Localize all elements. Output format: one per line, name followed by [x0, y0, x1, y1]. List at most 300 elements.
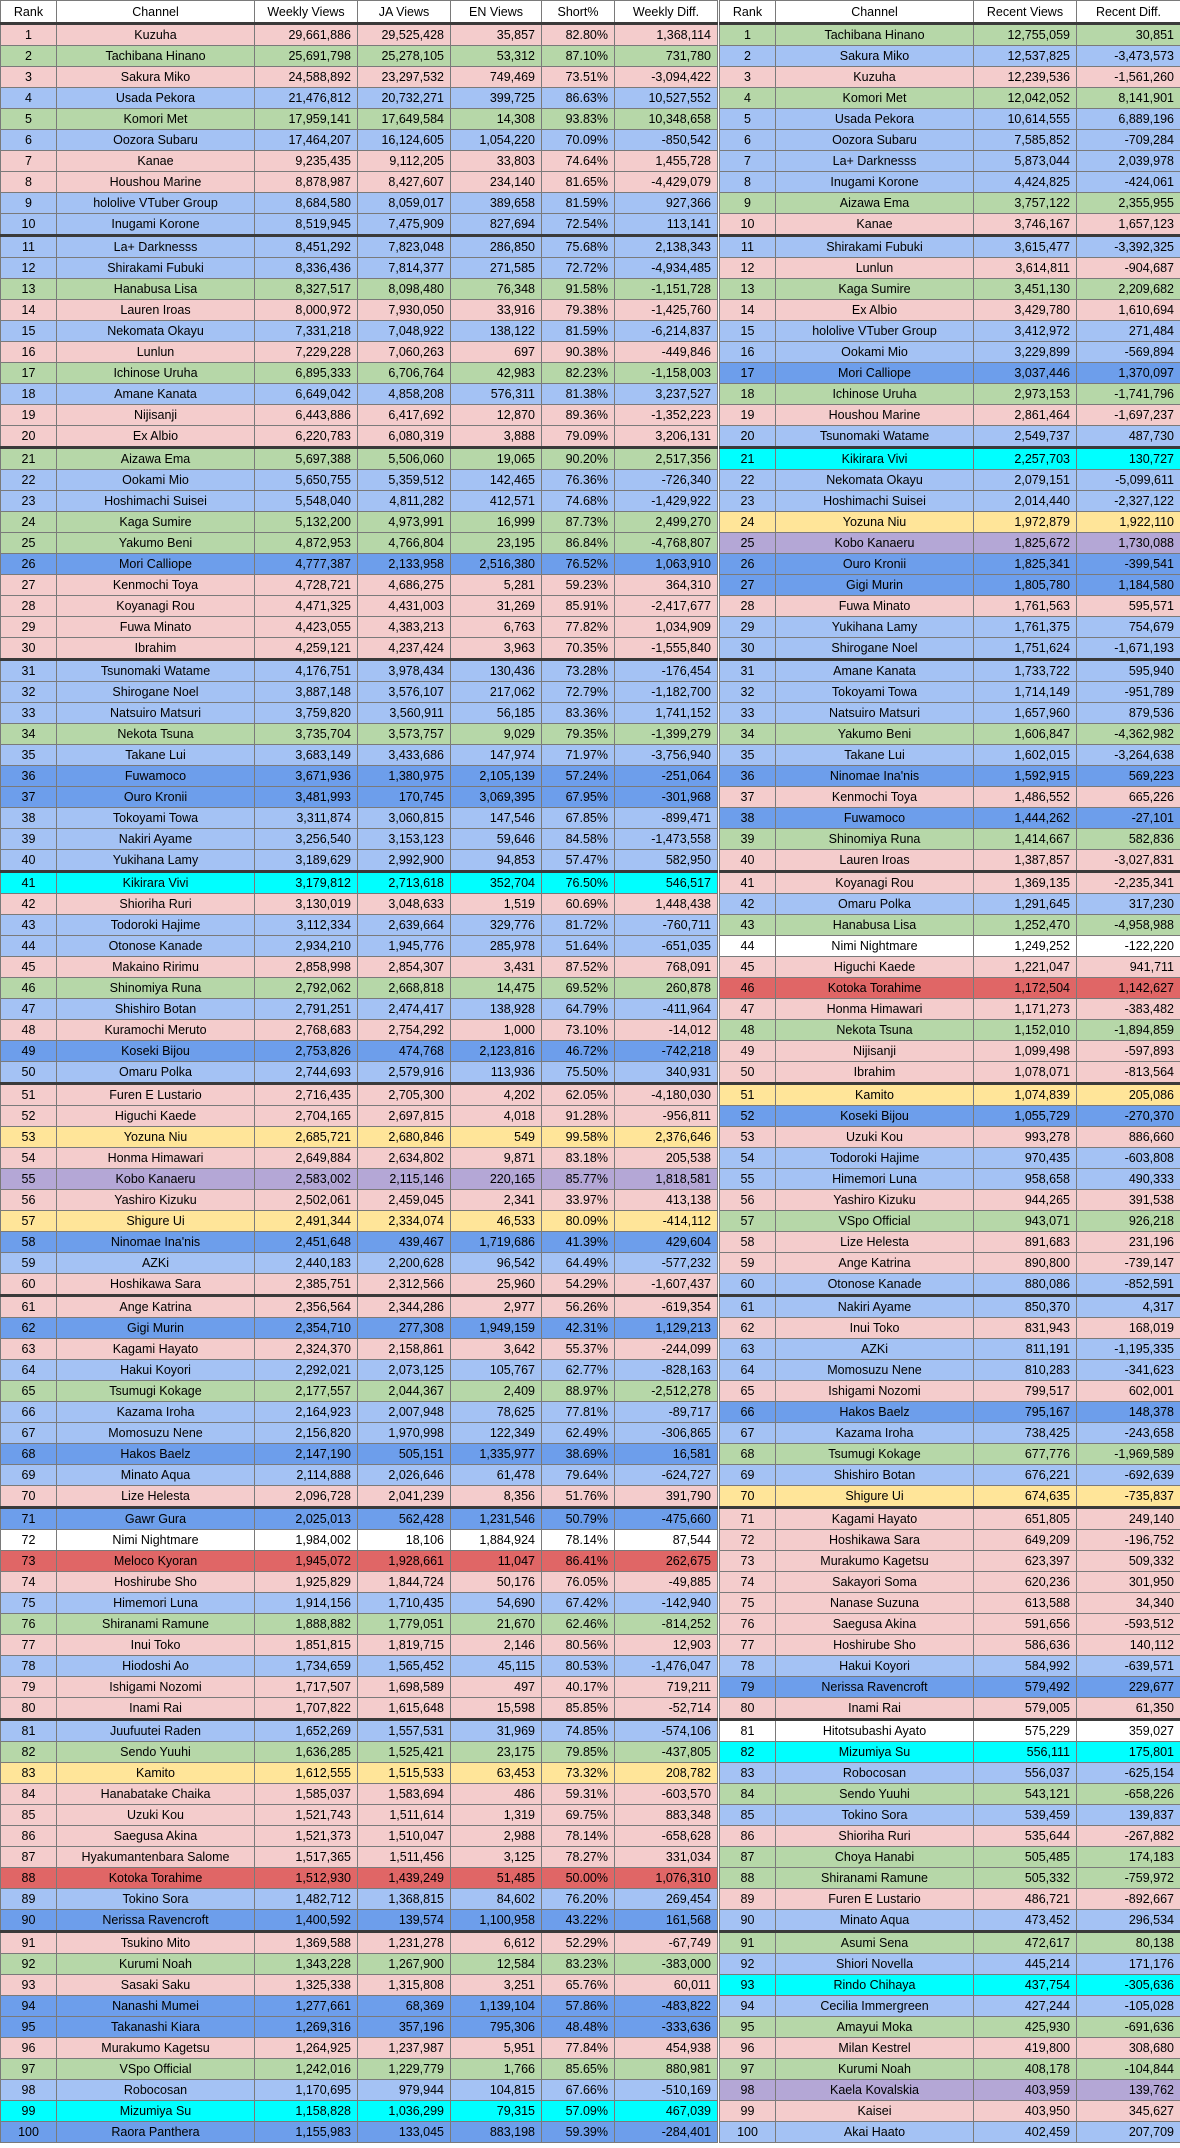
table-cell: 2,716,435	[255, 1084, 358, 1106]
table-cell: -383,482	[1077, 999, 1180, 1020]
table-cell: 3,125	[451, 1847, 542, 1868]
table-cell: Hiodoshi Ao	[57, 1656, 255, 1677]
table-cell: Kurumi Noah	[57, 1954, 255, 1975]
table-cell: -1,151,728	[615, 279, 718, 300]
table-cell: 454,938	[615, 2038, 718, 2059]
table-cell: 3,746,167	[974, 214, 1077, 236]
table-cell: 38	[1, 808, 57, 829]
table-cell: -243,658	[1077, 1423, 1180, 1444]
table-cell: Hakui Koyori	[776, 1656, 974, 1677]
table-cell: 2,988	[451, 1826, 542, 1847]
table-cell: 94,853	[451, 850, 542, 872]
table-cell: 1,099,498	[974, 1041, 1077, 1062]
table-cell: Cecilia Immergreen	[776, 1996, 974, 2017]
table-cell: 96	[1, 2038, 57, 2059]
table-cell: 3,048,633	[358, 894, 451, 915]
table-cell: 4,471,325	[255, 596, 358, 617]
table-cell: 576,311	[451, 384, 542, 405]
table-cell: La+ Darknesss	[57, 236, 255, 258]
table-cell: 46	[1, 978, 57, 999]
table-cell: 174,183	[1077, 1847, 1180, 1868]
table-cell: 21	[1, 448, 57, 470]
table-cell: -956,811	[615, 1106, 718, 1127]
table-cell: Saegusa Akina	[57, 1826, 255, 1847]
table-cell: 39	[720, 829, 776, 850]
table-cell: 31	[720, 660, 776, 682]
table-row	[720, 1253, 1180, 1274]
table-cell: 2,753,826	[255, 1041, 358, 1062]
table-cell: 88	[1, 1868, 57, 1889]
table-cell: -1,158,003	[615, 363, 718, 384]
table-cell: -142,940	[615, 1593, 718, 1614]
table-cell: 4,872,953	[255, 533, 358, 554]
table-row	[1, 1402, 718, 1423]
table-cell: 80	[1, 1698, 57, 1720]
table-cell: 57.24%	[542, 766, 615, 787]
table-cell: 60.69%	[542, 894, 615, 915]
table-cell: 890,800	[974, 1253, 1077, 1274]
table-cell: 6,763	[451, 617, 542, 638]
table-cell: 97	[720, 2059, 776, 2080]
table-cell: 1,414,667	[974, 829, 1077, 850]
table-cell: 28	[1, 596, 57, 617]
table-cell: 49	[720, 1041, 776, 1062]
table-cell: Robocosan	[57, 2080, 255, 2101]
table-cell: 83	[720, 1763, 776, 1784]
table-cell: 76.50%	[542, 872, 615, 894]
table-row	[720, 1826, 1180, 1847]
table-cell: -14,012	[615, 1020, 718, 1041]
table-cell: 78	[1, 1656, 57, 1677]
table-cell: 1,884,924	[451, 1530, 542, 1551]
table-cell: 880,086	[974, 1274, 1077, 1296]
table-row	[1, 1062, 718, 1084]
table-row	[720, 1975, 1180, 1996]
table-cell: Inugami Korone	[57, 214, 255, 236]
table-cell: 11	[1, 236, 57, 258]
table-cell: -1,894,859	[1077, 1020, 1180, 1041]
table-row	[720, 448, 1180, 470]
table-cell: 3,615,477	[974, 236, 1077, 258]
table-cell: 2,649,884	[255, 1148, 358, 1169]
table-cell: Tsunomaki Watame	[57, 660, 255, 682]
table-cell: 72.54%	[542, 214, 615, 236]
table-cell: -624,727	[615, 1465, 718, 1486]
table-cell: 2,977	[451, 1296, 542, 1318]
table-cell: 12,537,825	[974, 46, 1077, 67]
table-cell: 6,080,319	[358, 426, 451, 448]
table-cell: 2,356,564	[255, 1296, 358, 1318]
table-row	[1, 703, 718, 724]
table-cell: 99	[720, 2101, 776, 2122]
table-cell: 18	[720, 384, 776, 405]
table-cell: Nerissa Ravencroft	[776, 1677, 974, 1698]
table-row	[1, 936, 718, 957]
table-cell: 25,278,105	[358, 46, 451, 67]
table-cell: 56	[720, 1190, 776, 1211]
table-cell: 4	[720, 88, 776, 109]
table-cell: 26	[1, 554, 57, 575]
table-cell: 81	[1, 1720, 57, 1742]
table-row	[720, 1190, 1180, 1211]
table-cell: Amane Kanata	[776, 660, 974, 682]
table-cell: 84	[720, 1784, 776, 1805]
table-cell: 89	[720, 1889, 776, 1910]
table-row	[1, 258, 718, 279]
table-cell: 29,661,886	[255, 24, 358, 46]
table-cell: Omaru Polka	[57, 1062, 255, 1084]
table-cell: 958,658	[974, 1169, 1077, 1190]
table-cell: 80.09%	[542, 1211, 615, 1232]
table-cell: 2,041,239	[358, 1486, 451, 1508]
table-cell: 51	[720, 1084, 776, 1106]
table-cell: 391,790	[615, 1486, 718, 1508]
table-cell: hololive VTuber Group	[57, 193, 255, 214]
table-row	[1, 342, 718, 363]
table-row	[1, 1020, 718, 1041]
table-cell: 1,557,531	[358, 1720, 451, 1742]
table-cell: -3,392,325	[1077, 236, 1180, 258]
table-row	[720, 617, 1180, 638]
table-cell: 12,584	[451, 1954, 542, 1975]
table-cell: 23,195	[451, 533, 542, 554]
table-cell: 85.65%	[542, 2059, 615, 2080]
table-cell: 63	[720, 1339, 776, 1360]
table-cell: 1,277,661	[255, 1996, 358, 2017]
table-cell: 2,209,682	[1077, 279, 1180, 300]
table-cell: 408,178	[974, 2059, 1077, 2080]
table-cell: Fuwamoco	[776, 808, 974, 829]
table-cell: 850,370	[974, 1296, 1077, 1318]
table-cell: 82.23%	[542, 363, 615, 384]
table-row	[720, 1211, 1180, 1232]
table-cell: 50,176	[451, 1572, 542, 1593]
table-cell: 1,914,156	[255, 1593, 358, 1614]
table-cell: 738,425	[974, 1423, 1077, 1444]
table-cell: Makaino Ririmu	[57, 957, 255, 978]
table-cell: Hyakumantenbara Salome	[57, 1847, 255, 1868]
table-cell: Ibrahim	[57, 638, 255, 660]
table-cell: 591,656	[974, 1614, 1077, 1635]
table-cell: 20	[1, 426, 57, 448]
table-cell: 53	[1, 1127, 57, 1148]
table-row	[720, 808, 1180, 829]
table-cell: Kamito	[776, 1084, 974, 1106]
table-row	[720, 554, 1180, 575]
table-cell: 1,733,722	[974, 660, 1077, 682]
table-cell: 89	[1, 1889, 57, 1910]
table-cell: 62.49%	[542, 1423, 615, 1444]
table-cell: 1,928,661	[358, 1551, 451, 1572]
table-cell: 62	[1, 1318, 57, 1339]
table-cell: 2,491,344	[255, 1211, 358, 1232]
table-row	[720, 682, 1180, 703]
table-cell: 1	[1, 24, 57, 46]
table-cell: Honma Himawari	[776, 999, 974, 1020]
table-row	[1, 1868, 718, 1889]
table-cell: 50.00%	[542, 1868, 615, 1889]
table-row	[720, 1593, 1180, 1614]
table-cell: Sasaki Saku	[57, 1975, 255, 1996]
table-cell: Takane Lui	[776, 745, 974, 766]
table-cell: Murakumo Kagetsu	[57, 2038, 255, 2059]
table-cell: 1,517,365	[255, 1847, 358, 1868]
table-cell: 87	[1, 1847, 57, 1868]
table-cell: 4,383,213	[358, 617, 451, 638]
table-cell: 271,585	[451, 258, 542, 279]
table-cell: 138,928	[451, 999, 542, 1020]
table-row	[720, 1635, 1180, 1656]
table-row	[1, 1572, 718, 1593]
table-cell: Koyanagi Rou	[776, 872, 974, 894]
table-cell: 9,112,205	[358, 151, 451, 172]
table-cell: 2,451,648	[255, 1232, 358, 1253]
table-cell: 2,014,440	[974, 491, 1077, 512]
table-cell: -4,768,807	[615, 533, 718, 554]
table-cell: 92	[1, 1954, 57, 1975]
table-cell: 7,331,218	[255, 321, 358, 342]
table-cell: 472,617	[974, 1932, 1077, 1954]
table-cell: 556,037	[974, 1763, 1077, 1784]
table-cell: 70.09%	[542, 130, 615, 151]
table-cell: 68	[1, 1444, 57, 1465]
table-cell: 1,592,915	[974, 766, 1077, 787]
table-cell: 56,185	[451, 703, 542, 724]
table-cell: 18,106	[358, 1530, 451, 1551]
table-cell: 41	[720, 872, 776, 894]
table-cell: -691,636	[1077, 2017, 1180, 2038]
table-cell: Mori Calliope	[57, 554, 255, 575]
table-cell: 16,124,605	[358, 130, 451, 151]
table-cell: 1,264,925	[255, 2038, 358, 2059]
table-cell: 91.58%	[542, 279, 615, 300]
table-cell: 21,476,812	[255, 88, 358, 109]
table-cell: 42.31%	[542, 1318, 615, 1339]
table-cell: 2,861,464	[974, 405, 1077, 426]
table-cell: 1,925,829	[255, 1572, 358, 1593]
table-cell: Minato Aqua	[776, 1910, 974, 1932]
table-cell: Honma Himawari	[57, 1148, 255, 1169]
table-cell: 4,777,387	[255, 554, 358, 575]
table-row	[720, 638, 1180, 660]
table-cell: 33	[720, 703, 776, 724]
table-cell: -424,061	[1077, 172, 1180, 193]
table-cell: -475,660	[615, 1508, 718, 1530]
table-cell: Lunlun	[57, 342, 255, 363]
table-row	[1, 2122, 718, 2143]
column-header: JA Views	[358, 1, 451, 24]
table-cell: 9,029	[451, 724, 542, 745]
table-cell: 1,521,743	[255, 1805, 358, 1826]
table-cell: Shirakami Fubuki	[57, 258, 255, 279]
table-cell: 56.26%	[542, 1296, 615, 1318]
table-cell: 87	[720, 1847, 776, 1868]
table-cell: 57	[1, 1211, 57, 1232]
table-cell: 4,018	[451, 1106, 542, 1127]
table-cell: 665,226	[1077, 787, 1180, 808]
table-cell: Ichinose Uruha	[776, 384, 974, 405]
table-cell: 79	[1, 1677, 57, 1698]
table-cell: 75.68%	[542, 236, 615, 258]
table-cell: Lize Helesta	[57, 1486, 255, 1508]
table-row	[720, 787, 1180, 808]
table-cell: Tsukino Mito	[57, 1932, 255, 1954]
table-row	[720, 1868, 1180, 1889]
table-cell: -196,752	[1077, 1530, 1180, 1551]
table-cell: 1,172,504	[974, 978, 1077, 999]
table-cell: 23	[720, 491, 776, 512]
table-cell: -4,958,988	[1077, 915, 1180, 936]
table-cell: 33.97%	[542, 1190, 615, 1211]
table-cell: Shiori Novella	[776, 1954, 974, 1975]
table-row	[1, 363, 718, 384]
table-cell: 8,327,517	[255, 279, 358, 300]
table-cell: -383,000	[615, 1954, 718, 1975]
table-cell: 579,005	[974, 1698, 1077, 1720]
table-cell: -852,591	[1077, 1274, 1180, 1296]
table-cell: 7,930,050	[358, 300, 451, 321]
table-cell: 1	[720, 24, 776, 46]
table-cell: 100	[720, 2122, 776, 2143]
table-cell: 719,211	[615, 1677, 718, 1698]
table-cell: -305,636	[1077, 1975, 1180, 1996]
table-row	[1, 575, 718, 596]
table-cell: 1,231,546	[451, 1508, 542, 1530]
table-row	[720, 214, 1180, 236]
table-cell: 7,475,909	[358, 214, 451, 236]
table-cell: 768,091	[615, 957, 718, 978]
table-cell: Sakura Miko	[776, 46, 974, 67]
table-row	[720, 130, 1180, 151]
table-cell: -411,964	[615, 999, 718, 1020]
table-cell: Yakumo Beni	[776, 724, 974, 745]
table-cell: 2,768,683	[255, 1020, 358, 1041]
table-row	[720, 1508, 1180, 1530]
table-cell: 220,165	[451, 1169, 542, 1190]
table-cell: 5,359,512	[358, 470, 451, 491]
table-cell: 90	[720, 1910, 776, 1932]
table-cell: 15	[1, 321, 57, 342]
table-cell: 6,706,764	[358, 363, 451, 384]
table-cell: 79,315	[451, 2101, 542, 2122]
table-cell: 69	[720, 1465, 776, 1486]
table-cell: 993,278	[974, 1127, 1077, 1148]
table-cell: 5	[1, 109, 57, 130]
table-cell: 19	[1, 405, 57, 426]
table-row	[1, 1381, 718, 1402]
table-cell: 217,062	[451, 682, 542, 703]
table-cell: 1,984,002	[255, 1530, 358, 1551]
table-cell: 71	[720, 1508, 776, 1530]
table-cell: 4	[1, 88, 57, 109]
table-cell: Kanae	[57, 151, 255, 172]
table-cell: Robocosan	[776, 1763, 974, 1784]
table-cell: Kazama Iroha	[57, 1402, 255, 1423]
table-cell: Fuwamoco	[57, 766, 255, 787]
table-cell: Tokoyami Towa	[776, 682, 974, 703]
table-cell: 40	[1, 850, 57, 872]
table-cell: 76,348	[451, 279, 542, 300]
table-cell: 76.20%	[542, 1889, 615, 1910]
table-cell: 84	[1, 1784, 57, 1805]
table-cell: Ange Katrina	[57, 1296, 255, 1318]
table-cell: 16,999	[451, 512, 542, 533]
table-cell: Momosuzu Nene	[57, 1423, 255, 1444]
table-cell: -399,541	[1077, 554, 1180, 575]
table-row	[1, 1742, 718, 1763]
table-cell: Shiranami Ramune	[776, 1868, 974, 1889]
table-cell: 35	[720, 745, 776, 766]
table-cell: Takane Lui	[57, 745, 255, 766]
table-cell: -437,805	[615, 1742, 718, 1763]
table-cell: 87,544	[615, 1530, 718, 1551]
table-row	[1, 1339, 718, 1360]
table-cell: -341,623	[1077, 1360, 1180, 1381]
table-cell: Usada Pekora	[57, 88, 255, 109]
table-cell: 14,308	[451, 109, 542, 130]
table-cell: 31,269	[451, 596, 542, 617]
table-cell: Shinomiya Runa	[57, 978, 255, 999]
table-cell: 8,878,987	[255, 172, 358, 193]
table-cell: Nekota Tsuna	[57, 724, 255, 745]
table-cell: -6,214,837	[615, 321, 718, 342]
table-row	[1, 1635, 718, 1656]
table-cell: 2,344,286	[358, 1296, 451, 1318]
table-cell: Sendo Yuuhi	[776, 1784, 974, 1805]
table-cell: 68,369	[358, 1996, 451, 2017]
table-cell: 81.72%	[542, 915, 615, 936]
table-cell: 58	[720, 1232, 776, 1253]
table-cell: Shioriha Ruri	[776, 1826, 974, 1847]
table-cell: 6,220,783	[255, 426, 358, 448]
table-cell: Nekomata Okayu	[776, 470, 974, 491]
table-cell: 23,297,532	[358, 67, 451, 88]
table-row	[720, 363, 1180, 384]
table-cell: 98	[1, 2080, 57, 2101]
table-cell: 40.17%	[542, 1677, 615, 1698]
table-cell: 48.48%	[542, 2017, 615, 2038]
table-row	[720, 1084, 1180, 1106]
table-cell: Lauren Iroas	[776, 850, 974, 872]
table-row	[720, 405, 1180, 426]
table-row	[720, 1106, 1180, 1127]
table-cell: 19,065	[451, 448, 542, 470]
table-cell: 1,805,780	[974, 575, 1077, 596]
table-cell: 3,311,874	[255, 808, 358, 829]
table-cell: 140,112	[1077, 1635, 1180, 1656]
table-cell: 79.38%	[542, 300, 615, 321]
table-cell: 72.72%	[542, 258, 615, 279]
table-cell: 359,027	[1077, 1720, 1180, 1742]
table-cell: Takanashi Kiara	[57, 2017, 255, 2038]
table-cell: 85.91%	[542, 596, 615, 617]
table-cell: Asumi Sena	[776, 1932, 974, 1954]
table-cell: 73.28%	[542, 660, 615, 682]
table-cell: Nijisanji	[776, 1041, 974, 1062]
table-cell: 61,478	[451, 1465, 542, 1486]
table-cell: 1,129,213	[615, 1318, 718, 1339]
table-cell: 81.59%	[542, 321, 615, 342]
table-row	[1, 1106, 718, 1127]
table-cell: -2,235,341	[1077, 872, 1180, 894]
table-cell: 505,151	[358, 1444, 451, 1465]
table-cell: Shigure Ui	[57, 1211, 255, 1232]
table-cell: -284,401	[615, 2122, 718, 2143]
table-cell: Fuwa Minato	[776, 596, 974, 617]
table-cell: 76.05%	[542, 1572, 615, 1593]
table-cell: 70	[720, 1486, 776, 1508]
column-header: Short%	[542, 1, 615, 24]
